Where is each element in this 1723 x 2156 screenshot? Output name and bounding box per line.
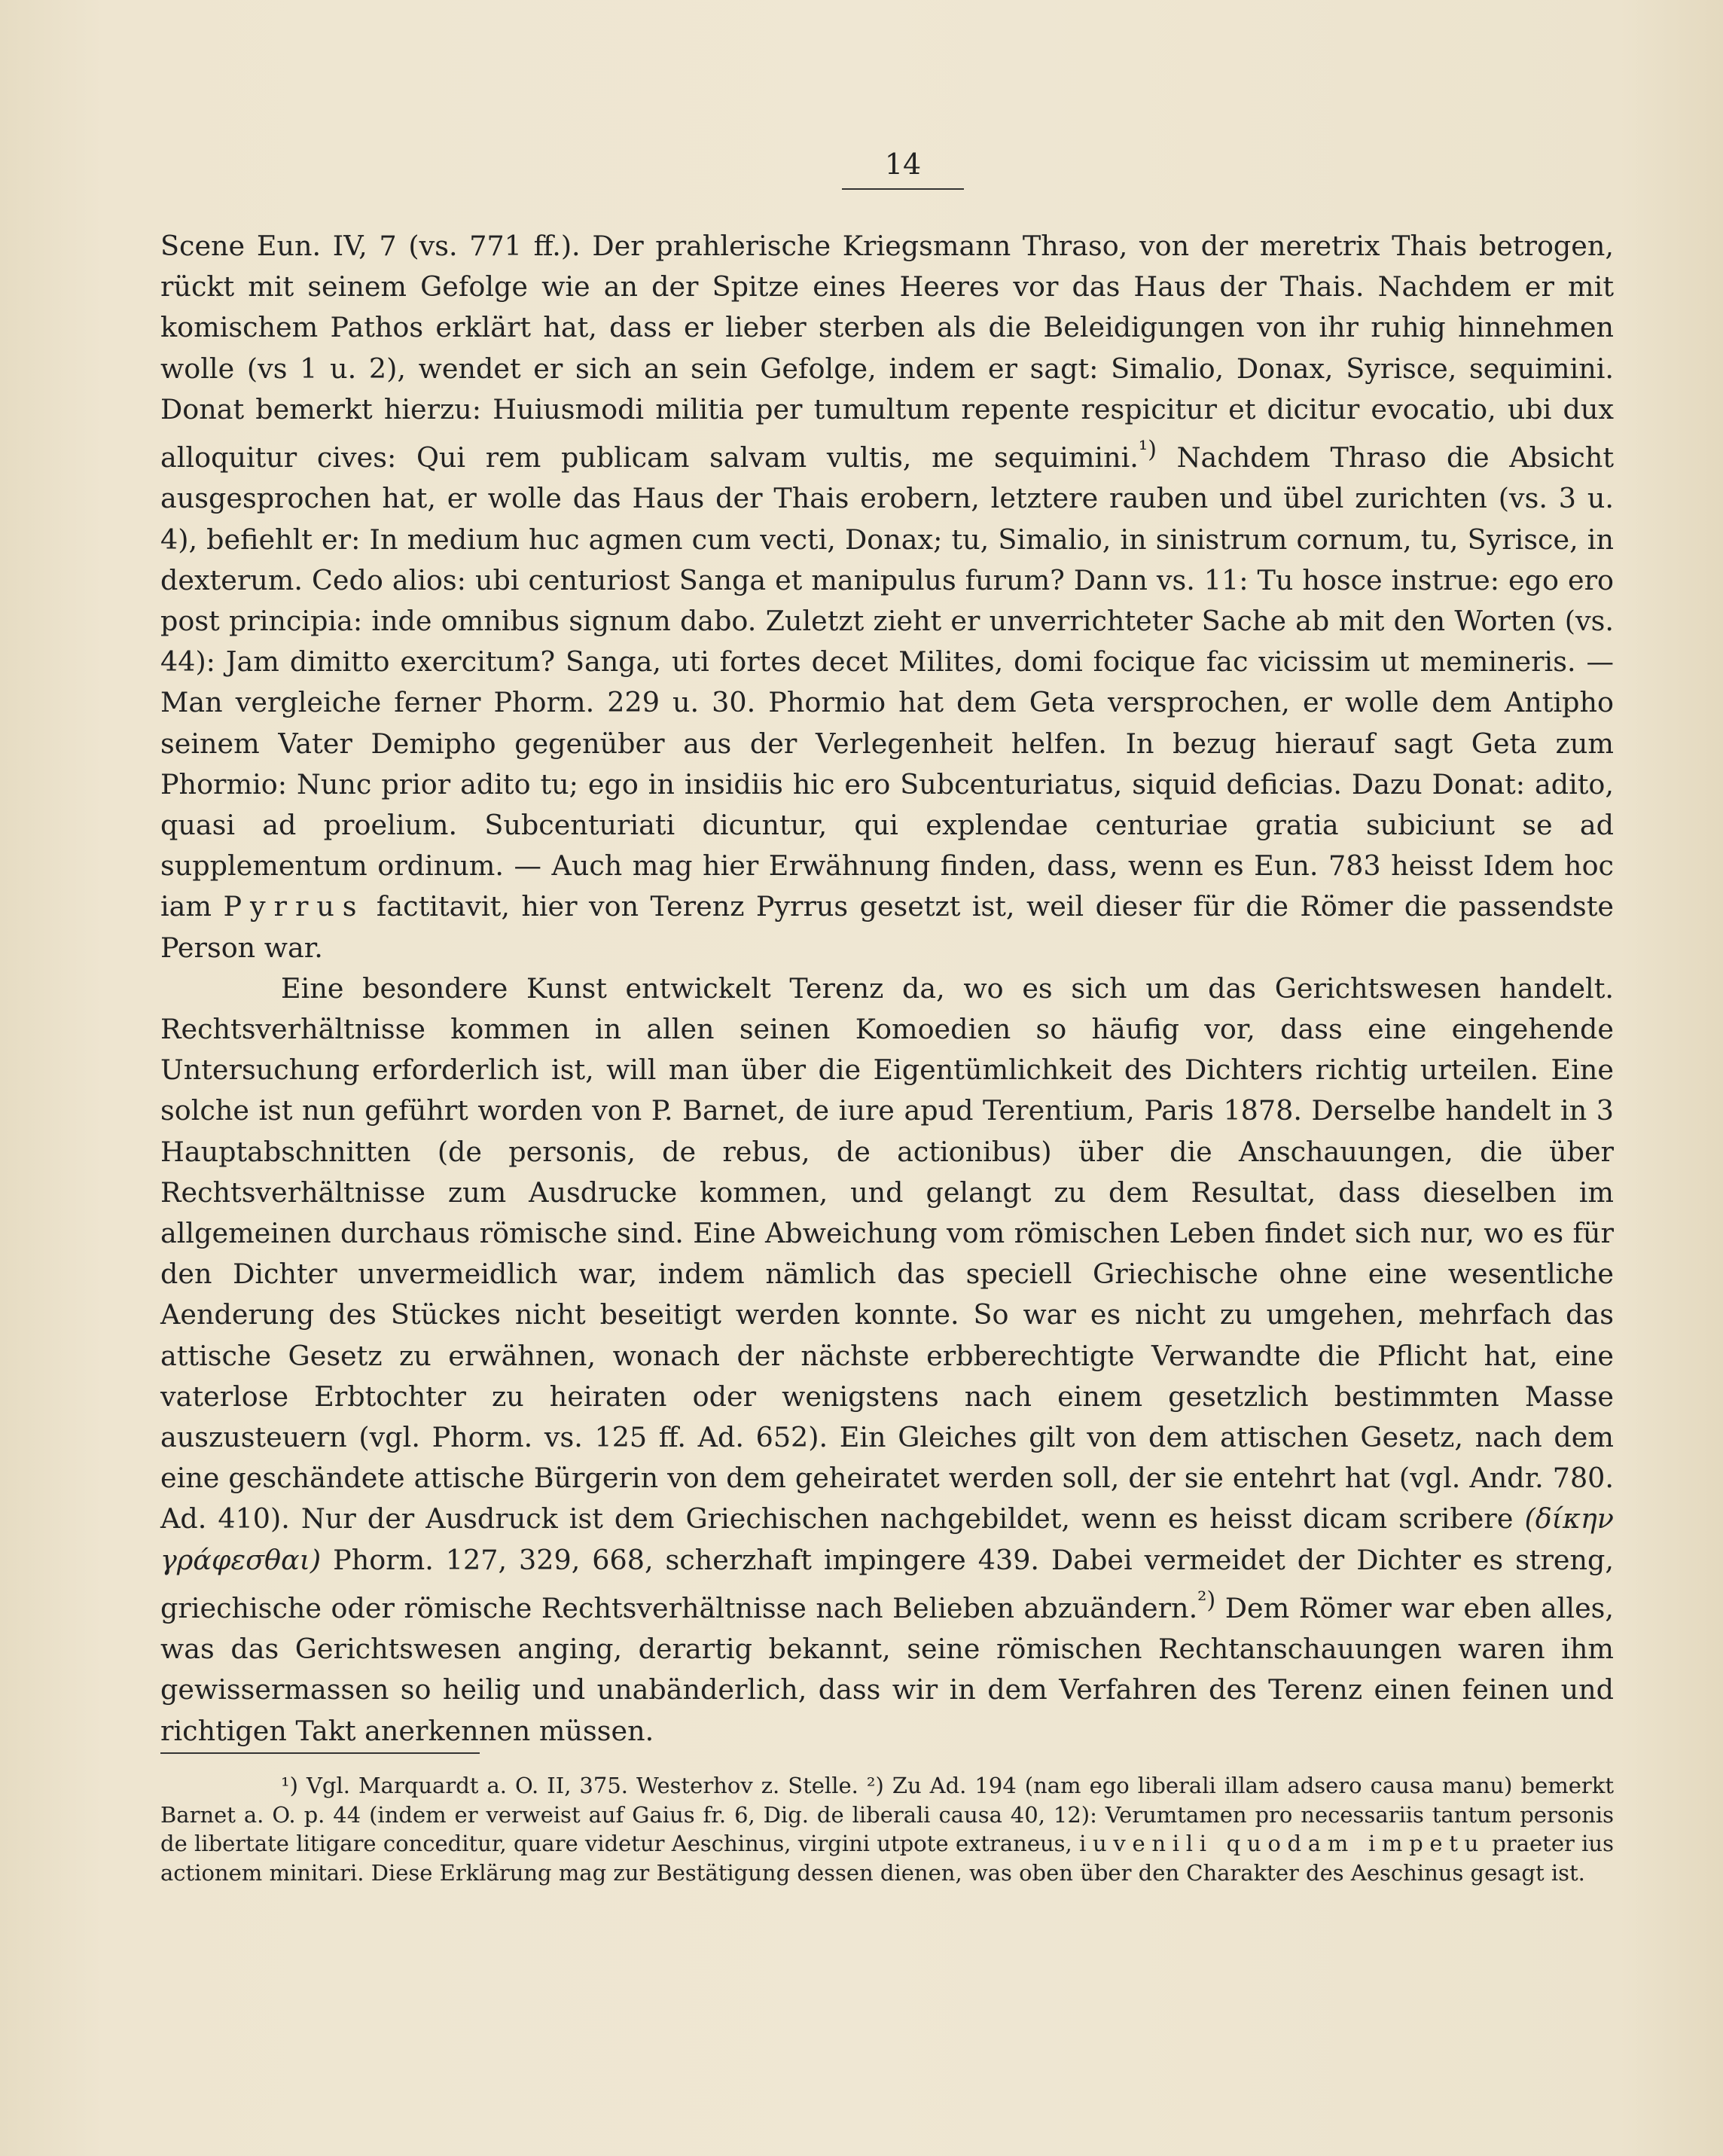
text-segment: Eine besondere Kunst entwickelt Terenz da, wo es sich um das Gerichtswesen handelt. Rechtsverhältnisse kommen in allen seinen Komoedien so häufig vor, dass eine eingehende Untersuchung erforderlich ist, will man über die Eigentümlichkeit des Dichters richtig urteilen. Eine solche ist nun geführt worden von P. Barnet, de iure apud Terentium, Paris 1878. Derselbe handelt in 3 Hauptabschnitten (de personis, de rebus, de actionibus) über die Anschauungen, die über Rechtsverhältnisse zum Ausdrucke kommen, und gelangt zu dem Resultat, dass dieselben im allgemeinen durchaus römische sind. Eine Abweichung vom römischen Leben findet sich nur, wo es für den Dichter unvermeidlich war, indem nämlich das speciell Griechische ohne eine wesentliche Aenderung des Stückes nicht beseitigt werden konnte. So war es nicht zu umgehen, mehrfach das attische Gesetz zu erwähnen, wonach der nächste erbberechtigte Verwandte die Pflicht hat, eine vaterlose Erbtochter zu heiraten oder wenigstens nach einem gesetzlich bestimmten Masse auszusteuern (vgl. Phorm. vs. 125 ff. Ad. 652). Ein Gleiches gilt von dem attischen Gesetz, nach dem eine geschändete attische Bürgerin von dem geheiratet werden soll, der sie entehrt hat (vgl. Andr. 780. Ad. 410). Nur der Ausdruck ist dem Griechischen nachgebildet, wenn es heisst dicam scribere [160, 971, 1614, 1535]
spaced-name-pyrrus: Pyrrus [223, 890, 365, 923]
text-segment: factitavit, hier von Terenz Pyrrus gesetzt ist, weil dieser für die Römer die passendste Person war. [160, 890, 1614, 964]
footnote-segment: ¹) Vgl. Marquardt a. O. II, 375. Westerhov z. Stelle. ²) Zu Ad. 194 (nam ego liberali illam adsero causa manu) bemerkt Barnet a. O. p. 44 (indem er verweist auf Gaius fr. 6, Dig. de liberali causa 40, 12): Verumtamen pro necessariis tantum personis de libertate litigare conceditur, quare videtur Aeschinus, virgini utpote extraneus, [160, 1773, 1614, 1856]
footnote-divider [160, 1752, 480, 1754]
text-segment: Dem Römer war eben alles, was das Gerichtswesen anging, derartig bekannt, seine römischen Rechtanschauungen waren ihm gewissermassen so heilig und unabänderlich, dass wir in dem Verfahren des Terenz einen feinen und richtigen Takt anerkennen müssen. [160, 1592, 1615, 1747]
footnote-block [160, 1771, 1614, 1887]
footnote-segment: praeter ius actionem minitari. Diese Erklärung mag zur Bestätigung dessen dienen, was oben über den Charakter des Aeschinus gesagt ist. [160, 1831, 1614, 1886]
footnote-ref-2: ²) [1197, 1587, 1216, 1614]
footnote-ref-1: ¹) [1138, 437, 1157, 464]
paragraph-2 [160, 968, 1614, 1752]
body-text [160, 226, 1614, 1752]
text-segment: Scene Eun. IV, 7 (vs. 771 ff.). Der prahlerische Kriegsmann Thraso, von der meretrix Thais betrogen, rückt mit seinem Gefolge wie an der Spitze eines Heeres vor das Haus der Thais. Nachdem er mit komischem Pathos erklärt hat, dass er lieber sterben als die Beleidigungen von ihr ruhig hinnehmen wolle (vs 1 u. 2), wendet er sich an sein Gefolge, indem er sagt: Simalio, Donax, Syrisce, sequimini. Donat bemerkt hierzu: Huiusmodi militia per tumultum repente respicitur et dicitur evocatio, ubi dux alloquitur cives: Qui rem publicam salvam vultis, me sequimini. [160, 230, 1614, 474]
text-segment: Nachdem Thraso die Absicht ausgesprochen hat, er wolle das Haus der Thais erobern, letztere rauben und übel zurichten (vs. 3 u. 4), befiehlt er: In medium huc agmen cum vecti, Donax; tu, Simalio, in sinistrum cornum, tu, Syrisce, in dexterum. Cedo alios: ubi centuriost Sanga et manipulus furum? Dann vs. 11: Tu hosce instrue: ego ero post principia: inde omnibus signum dabo. Zuletzt zieht er unverrichteter Sache ab mit den Worten (vs. 44): Jam dimitto exercitum? Sanga, uti fortes decet Milites, domi focique fac vicissim ut memineris. — Man vergleiche ferner Phorm. 229 u. 30. Phormio hat dem Geta versprochen, er wolle dem Antipho seinem Vater Demipho gegenüber aus der Verlegenheit helfen. In bezug hierauf sagt Geta zum Phormio: Nunc prior adito tu; ego in insidiis hic ero Subcenturiatus, siquid deficias. Dazu Donat: adito, quasi ad proelium. Subcenturiati dicuntur, qui explendae centuriae gratia subiciunt se ad supplementum ordinum. — Auch mag hier Erwähnung finden, dass, wenn es Eun. 783 heisst Idem hoc iam [160, 441, 1614, 923]
page-number: 14 [842, 148, 964, 190]
footnotes [160, 1771, 1614, 1887]
paragraph-1 [160, 226, 1614, 968]
spaced-phrase: iuvenili quodam impetu [1079, 1831, 1485, 1856]
greek-phrase: (δίκην γράφεσθαι) [160, 1502, 1614, 1576]
text-segment: Phorm. 127, 329, 668, scherzhaft impingere 439. Dabei vermeidet der Dichter es streng, griechische oder römische Rechtsverhältnisse nach Belieben abzuändern. [160, 1543, 1614, 1625]
